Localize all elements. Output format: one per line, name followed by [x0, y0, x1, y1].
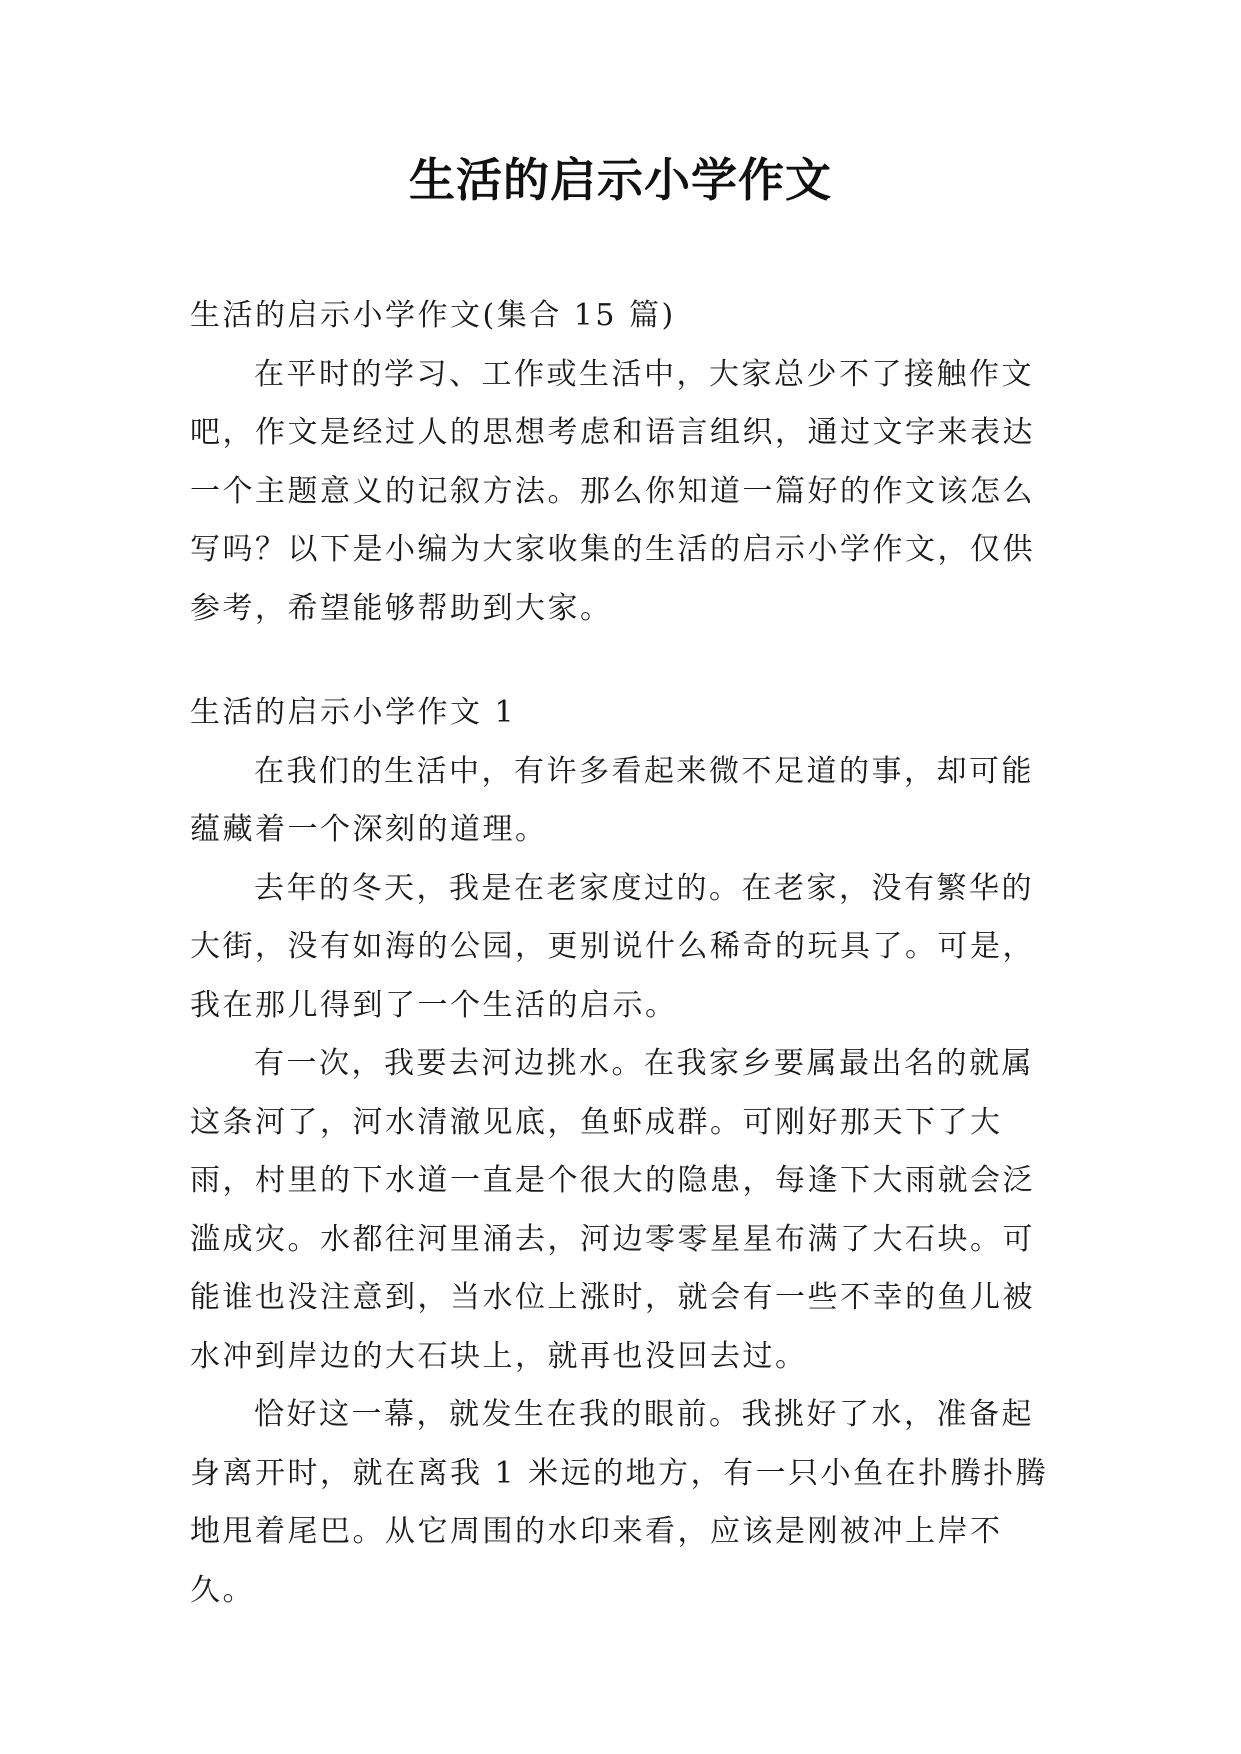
body-paragraph: 恰好这一幕，就发生在我的眼前。我挑好了水，准备起身离开时，就在离我 1 米远的地方，有一只小鱼在扑腾扑腾地甩着尾巴。从它周围的水印来看，应该是刚被冲上岸不久。	[190, 1397, 1049, 1608]
document-title: 生活的启示小学作文	[409, 153, 832, 207]
document-body	[190, 287, 1056, 1620]
intro-paragraph: 在平时的学习、工作或生活中，大家总少不了接触作文吧，作文是经过人的思想考虑和语言组织，通过文字来表达一个主题意义的记叙方法。那么你知道一篇好的作文该怎么写吗？以下是小编为大家收集的生活的启示小学作文，仅供参考，希望能够帮助到大家。	[190, 356, 1035, 626]
body-paragraph: 去年的冬天，我是在老家度过的。在老家，没有繁华的大街，没有如海的公园，更别说什么稀奇的玩具了。可是，我在那儿得到了一个生活的启示。	[190, 870, 1035, 1023]
body-paragraph: 有一次，我要去河边挑水。在我家乡要属最出名的就属这条河了，河水清澈见底，鱼虾成群。可刚好那天下了大雨，村里的下水道一直是个很大的隐患，每逢下大雨就会泛滥成灾。水都往河里涌去，河边零零星星布满了大石块。可能谁也没注意到，当水位上涨时，就会有一些不幸的鱼儿被水冲到岸边的大石块上，就再也没回去过。	[190, 1046, 1035, 1374]
section-heading: 生活的启示小学作文 1	[190, 695, 517, 730]
section-spacer	[190, 638, 1056, 684]
document-subtitle: 生活的启示小学作文(集合 15 篇)	[190, 298, 676, 333]
body-paragraph: 在我们的生活中，有许多看起来微不足道的事，却可能蕴藏着一个深刻的道理。	[190, 753, 1034, 847]
